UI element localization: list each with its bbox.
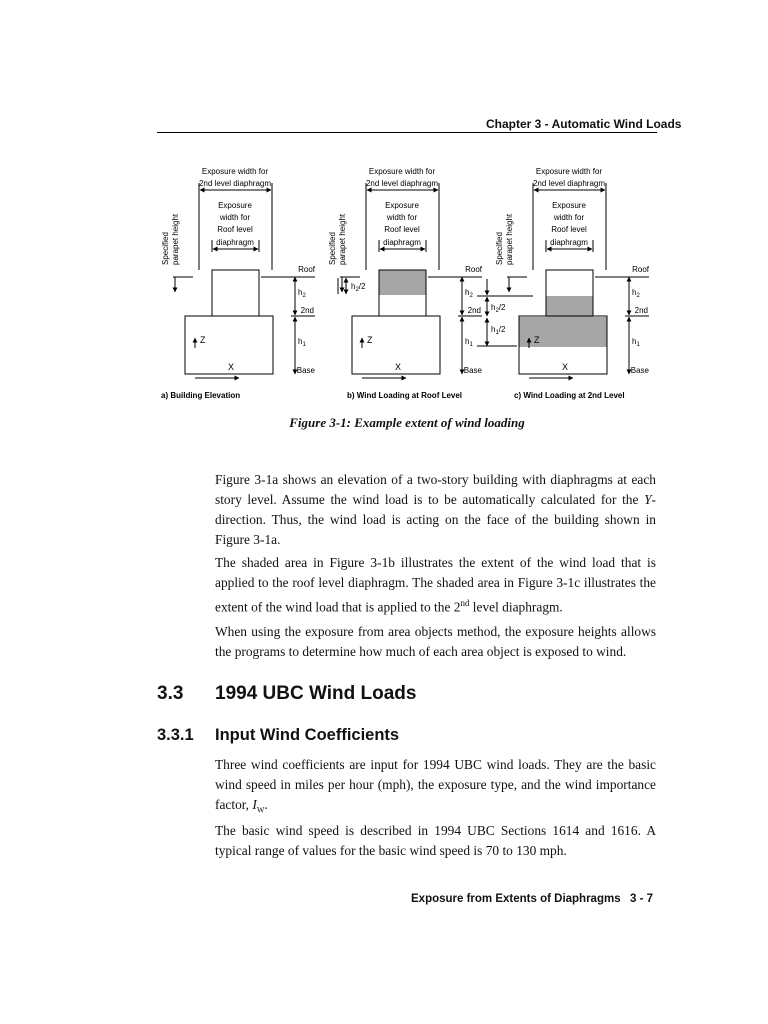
z-axis-label: Z [367, 335, 373, 345]
second-lower-shading [519, 317, 607, 347]
h1-label: $h_1$ [465, 337, 473, 348]
exposure-roof-label-2: width for [219, 213, 251, 222]
subsection-title: Input Wind Coefficients [215, 726, 400, 744]
x-axis-label: X [395, 362, 402, 372]
exposure-roof-label-4: diaphragm [550, 238, 588, 247]
base-label: Base [630, 366, 649, 375]
section-number: 3.3 [157, 683, 184, 704]
page-number: 3 - 7 [630, 893, 654, 905]
panel-title: b) Wind Loading at Roof Level [347, 391, 463, 400]
exposure-2nd-label-1: Exposure width for [368, 167, 436, 176]
exposure-roof-label-4: diaphragm [383, 238, 421, 247]
parapet-height-label [328, 213, 347, 265]
exposure-2nd-label-2: 2nd level diaphragm [532, 179, 606, 188]
parapet-label-1: Specified [161, 232, 170, 265]
roof-label: Roof [465, 265, 482, 274]
h1-label: $h_1$ [632, 337, 640, 348]
figure-panel-2 [328, 167, 483, 400]
exposure-roof-label-2: width for [553, 213, 585, 222]
second-level-label: 2nd [300, 306, 314, 315]
roof-label: Roof [298, 265, 315, 274]
exposure-roof-label-3: Roof level [384, 225, 420, 234]
figure-panel-1 [161, 167, 316, 400]
figure-panel-3 [477, 167, 650, 400]
exposure-roof-label-3: Roof level [551, 225, 587, 234]
exposure-2nd-label-1: Exposure width for [201, 167, 269, 176]
exposure-roof-label-1: Exposure [218, 201, 252, 210]
h1-label: $h_1$ [298, 337, 306, 348]
half-h2-label: $h_2/2$ [491, 303, 506, 314]
roof-label: Roof [632, 265, 649, 274]
half-h1-label: $h_1/2$ [491, 325, 506, 336]
chapter-header: Chapter 3 - Automatic Wind Loads [486, 117, 682, 131]
second-level-label: 2nd [467, 306, 481, 315]
panel-title: c) Wind Loading at 2nd Level [514, 391, 625, 400]
parapet-label-1: Specified [328, 232, 337, 265]
h2-label: $h_2$ [298, 288, 306, 299]
h2-label: $h_2$ [465, 288, 473, 299]
panel-title: a) Building Elevation [161, 391, 241, 400]
roof-load-shading [379, 270, 426, 295]
footer-section: Exposure from Extents of Diaphragms [411, 893, 621, 905]
parapet-label-2: parapet height [171, 213, 180, 265]
section-title: 1994 UBC Wind Loads [215, 683, 417, 704]
parapet-height-label [495, 213, 514, 265]
second-level-label: 2nd [634, 306, 648, 315]
subsection-number: 3.3.1 [157, 726, 194, 744]
paragraph-3: When using the exposure from area objects method, the exposure heights allows the programs to determine how much of each area object is exposed to wind. [215, 624, 656, 659]
paragraph-2: The shaded area in Figure 3-1b illustrates the extent of the wind load that is applied to the roof level diaphragm. The shaded area in Figure 3-1c illustrates the extent of the wind load that is applied to the 2nd level diaphragm. [215, 555, 656, 615]
wind-loading-figure [155, 160, 660, 410]
base-label: Base [463, 366, 482, 375]
exposure-roof-label-3: Roof level [217, 225, 253, 234]
parapet-label-2: parapet height [505, 213, 514, 265]
figure-caption: Figure 3-1: Example extent of wind loading [289, 415, 525, 430]
exposure-2nd-label-2: 2nd level diaphragm [198, 179, 272, 188]
exposure-roof-label-1: Exposure [385, 201, 419, 210]
second-upper-shading [546, 296, 593, 317]
h2-label: $h_2$ [632, 288, 640, 299]
exposure-roof-label-1: Exposure [552, 201, 586, 210]
paragraph-4: Three wind coefficients are input for 1994 UBC wind loads. They are the basic wind speed in miles per hour (mph), the exposure type, and the wind importance factor, $I_W$. [215, 757, 656, 815]
paragraph-5: The basic wind speed is described in 1994 UBC Sections 1614 and 1616. A typical range of values for the basic wind speed is 70 to 130 mph. [215, 823, 656, 858]
x-axis-label: X [228, 362, 235, 372]
base-label: Base [296, 366, 315, 375]
parapet-height-label [161, 213, 180, 265]
upper-story [212, 270, 259, 316]
header-rule [157, 132, 657, 133]
half-h2-label: $h_2/2$ [351, 282, 366, 293]
exposure-roof-label-2: width for [386, 213, 418, 222]
paragraph-1: Figure 3-1a shows an elevation of a two-story building with diaphragms at each story level. Assume the wind load is to be automatically calculated for the Y-direction. Thus, the wind load is acting on the face of the building shown in Figure 3-1a. [215, 472, 656, 547]
x-axis-label: X [562, 362, 569, 372]
exposure-roof-label-4: diaphragm [216, 238, 254, 247]
parapet-label-1: Specified [495, 232, 504, 265]
exposure-2nd-label-1: Exposure width for [535, 167, 603, 176]
exposure-2nd-label-2: 2nd level diaphragm [365, 179, 439, 188]
z-axis-label: Z [200, 335, 206, 345]
z-axis-label: Z [534, 335, 540, 345]
parapet-label-2: parapet height [338, 213, 347, 265]
